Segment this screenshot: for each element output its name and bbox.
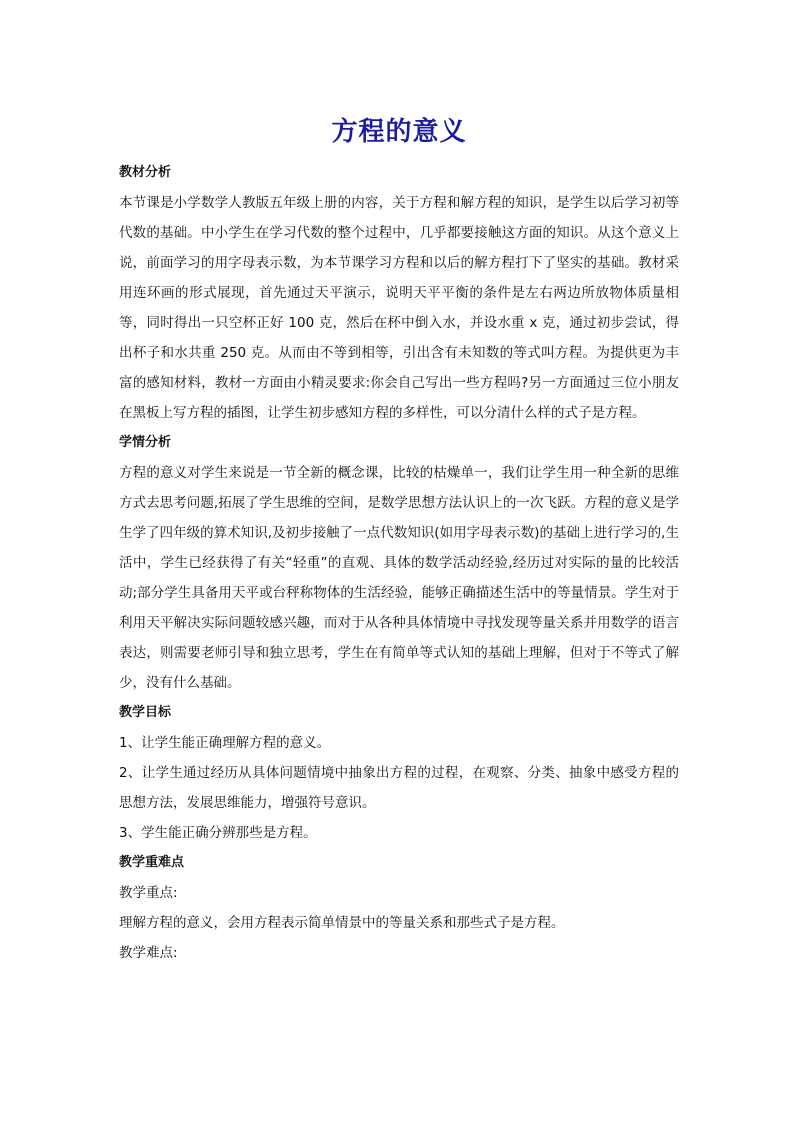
section-student-analysis [119,428,679,698]
section-heading: 教材分析 [119,165,172,180]
paragraph: 2、让学生通过经历从具体问题情境中抽象出方程的过程，在观察、分类、抽象中感受方程的思想方法，发展思维能力，增强符号意识。 [119,765,679,811]
section-teaching-goals [119,698,679,848]
paragraph: 3、学生能正确分辨那些是方程。 [119,825,317,841]
paragraph: 1、让学生能正确理解方程的意义。 [119,735,331,751]
paragraph: 本节课是小学数学人教版五年级上册的内容，关于方程和解方程的知识，是学生以后学习初等代数的基础。中小学生在学习代数的整个过程中，几乎都要接触这方面的知识。从这个意义上说，前面学习的用字母表示数，为本节课学习方程和以后的解方程打下了坚实的基础。教材采用连环画的形式展现，首先通过天平演示，说明天平平衡的条件是左右两边所放物体质量相等，同时得出一只空杯正好 100 克，然后在杯中倒入水，并设水重 x 克，通过初步尝试，得出杯子和水共重 250 克。从而由不等到相等，引出含有未知数的等式叫方程。为提供更为丰富的感知材料，教材一方面由小精灵要求:你会自己写出一些方程吗?另一方面通过三位小朋友在黑板上写方程的插图，让学生初步感知方程的多样性，可以分清什么样的式子是方程。 [119,195,679,421]
section-textbook-analysis [119,158,679,428]
paragraph: 教学重点: [119,885,178,901]
document-title: 方程的意义 [331,117,467,147]
section-key-difficult-points [119,848,679,968]
section-heading: 教学重难点 [119,855,185,870]
document-body [119,112,679,968]
paragraph: 方程的意义对学生来说是一节全新的概念课，比较的枯燥单一，我们让学生用一种全新的思维方式去思考问题,拓展了学生思维的空间，是数学思想方法认识上的一次飞跃。方程的意义是学生学了四年级的算术知识,及初步接触了一点代数知识(如用字母表示数)的基础上进行学习的,生活中，学生已经获得了有关“轻重”的直观、具体的数学活动经验,经历过对实际的量的比较活动;部分学生具备用天平或台秤称物体的生活经验，能够正确描述生活中的等量情景。学生对于利用天平解决实际问题较感兴趣，而对于从各种具体情境中寻找发现等量关系并用数学的语言表达，则需要老师引导和独立思考，学生在有简单等式认知的基础上理解，但对于不等式了解少，没有什么基础。 [119,465,679,691]
section-heading: 教学目标 [119,705,172,720]
section-heading: 学情分析 [119,435,172,450]
paragraph: 教学难点: [119,945,178,961]
paragraph: 理解方程的意义，会用方程表示简单情景中的等量关系和那些式子是方程。 [119,915,565,931]
